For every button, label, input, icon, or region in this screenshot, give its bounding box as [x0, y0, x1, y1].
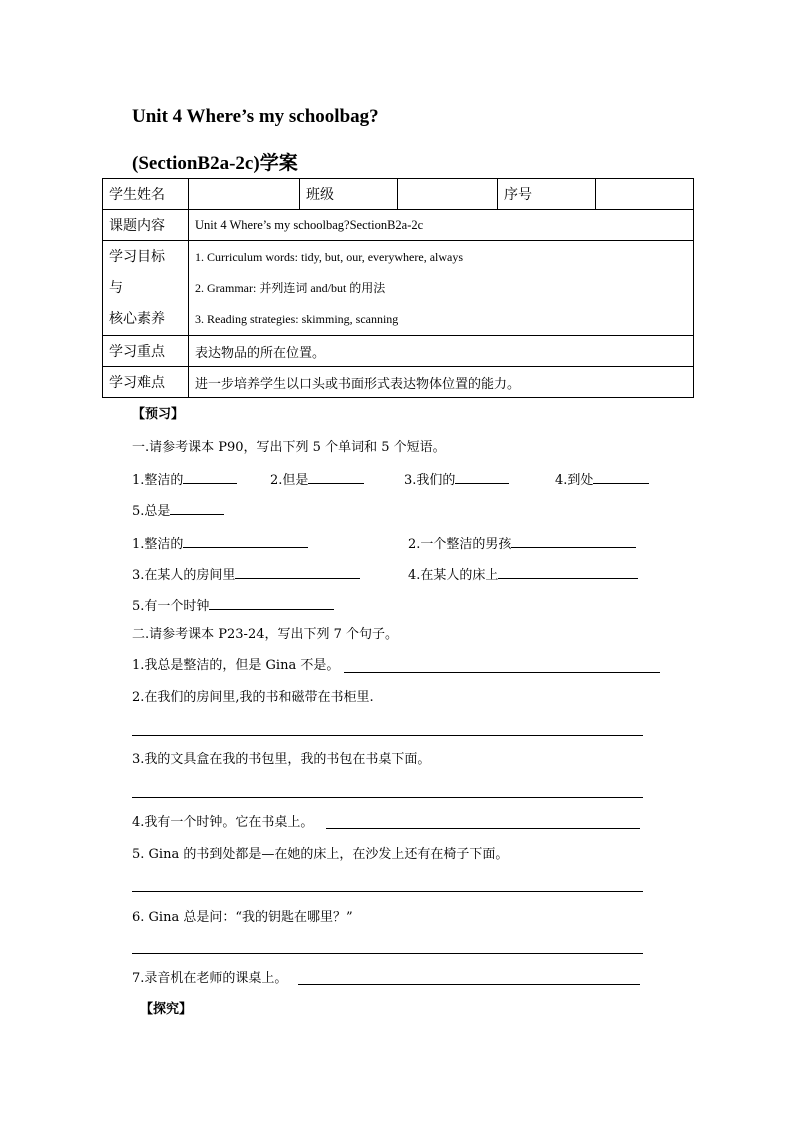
answer-line[interactable]	[326, 828, 640, 829]
word-blank[interactable]	[308, 471, 364, 484]
topic-label: 课题内容	[103, 210, 189, 241]
word-item: 3.我们的	[404, 471, 509, 489]
sentence-item: 6. Gina 总是问：“我的钥匙在哪里？”	[132, 910, 353, 925]
class-field[interactable]	[398, 179, 498, 210]
word-blank[interactable]	[183, 471, 237, 484]
difficulty-label: 学习难点	[103, 367, 189, 398]
sentence-item: 3.我的文具盒在我的书包里，我的书包在书桌下面。	[132, 752, 431, 767]
word-item: 5.总是	[132, 502, 224, 520]
part1-instruction: 一.请参考课本 P90，写出下列 5 个单词和 5 个短语。	[132, 440, 446, 455]
word-item: 4.到处	[555, 471, 649, 489]
difficulty-value: 进一步培养学生以口头或书面形式表达物体位置的能力。	[189, 367, 694, 398]
goals-label-line: 与	[109, 279, 123, 296]
page-title: Unit 4 Where’s my schoolbag?	[132, 106, 379, 127]
answer-line[interactable]	[132, 953, 643, 954]
seat-no-label: 序号	[498, 179, 596, 210]
phrase-blank[interactable]	[235, 566, 360, 579]
topic-value: Unit 4 Where’s my schoolbag?SectionB2a-2c	[189, 210, 694, 241]
key-point-value: 表达物品的所在位置。	[189, 336, 694, 367]
sentence-item: 1.我总是整洁的，但是 Gina 不是。	[132, 658, 340, 673]
phrase-blank[interactable]	[511, 535, 636, 548]
word-item: 1.整洁的	[132, 471, 237, 489]
key-point-label: 学习重点	[103, 336, 189, 367]
student-name-field[interactable]	[189, 179, 300, 210]
goals-list	[189, 241, 694, 336]
answer-line[interactable]	[132, 891, 643, 892]
part2-instruction: 二.请参考课本 P23-24，写出下列 7 个句子。	[132, 627, 399, 642]
preview-heading: 【预习】	[132, 407, 185, 422]
phrase-blank[interactable]	[183, 535, 308, 548]
goal-item: 3. Reading strategies: skimming, scanning	[195, 311, 399, 326]
page-subtitle: (SectionB2a-2c)学案	[132, 153, 298, 174]
answer-line[interactable]	[298, 984, 640, 985]
phrase-item: 1.整洁的	[132, 535, 308, 553]
phrase-item: 4.在某人的床上	[408, 566, 638, 584]
seat-no-field[interactable]	[596, 179, 694, 210]
explore-heading: 【探究】	[140, 1002, 193, 1017]
phrase-blank[interactable]	[209, 597, 334, 610]
sentence-item: 7.录音机在老师的课桌上。	[132, 971, 288, 986]
info-table	[102, 178, 694, 398]
sentence-item: 2.在我们的房间里,我的书和磁带在书柜里.	[132, 690, 374, 705]
word-blank[interactable]	[455, 471, 509, 484]
goal-item: 1. Curriculum words: tidy, but, our, everywhere, always	[195, 249, 464, 264]
answer-line[interactable]	[132, 797, 643, 798]
phrase-blank[interactable]	[498, 566, 638, 579]
answer-line[interactable]	[344, 672, 660, 673]
sentence-item: 4.我有一个时钟。它在书桌上。	[132, 815, 314, 830]
phrase-item: 3.在某人的房间里	[132, 566, 360, 584]
goals-label	[103, 241, 189, 336]
answer-line[interactable]	[132, 735, 643, 736]
sentence-item: 5. Gina 的书到处都是—在她的床上，在沙发上还有在椅子下面。	[132, 847, 509, 862]
goals-label-line: 学习目标	[109, 248, 165, 265]
word-blank[interactable]	[593, 471, 649, 484]
goal-item: 2. Grammar: 并列连词 and/but 的用法	[195, 280, 386, 295]
student-name-label: 学生姓名	[103, 179, 189, 210]
phrase-item: 2.一个整洁的男孩	[408, 535, 636, 553]
word-blank[interactable]	[170, 502, 224, 515]
word-item: 2.但是	[270, 471, 364, 489]
goals-label-line: 核心素养	[109, 310, 165, 327]
phrase-item: 5.有一个时钟	[132, 597, 334, 615]
class-label: 班级	[300, 179, 398, 210]
